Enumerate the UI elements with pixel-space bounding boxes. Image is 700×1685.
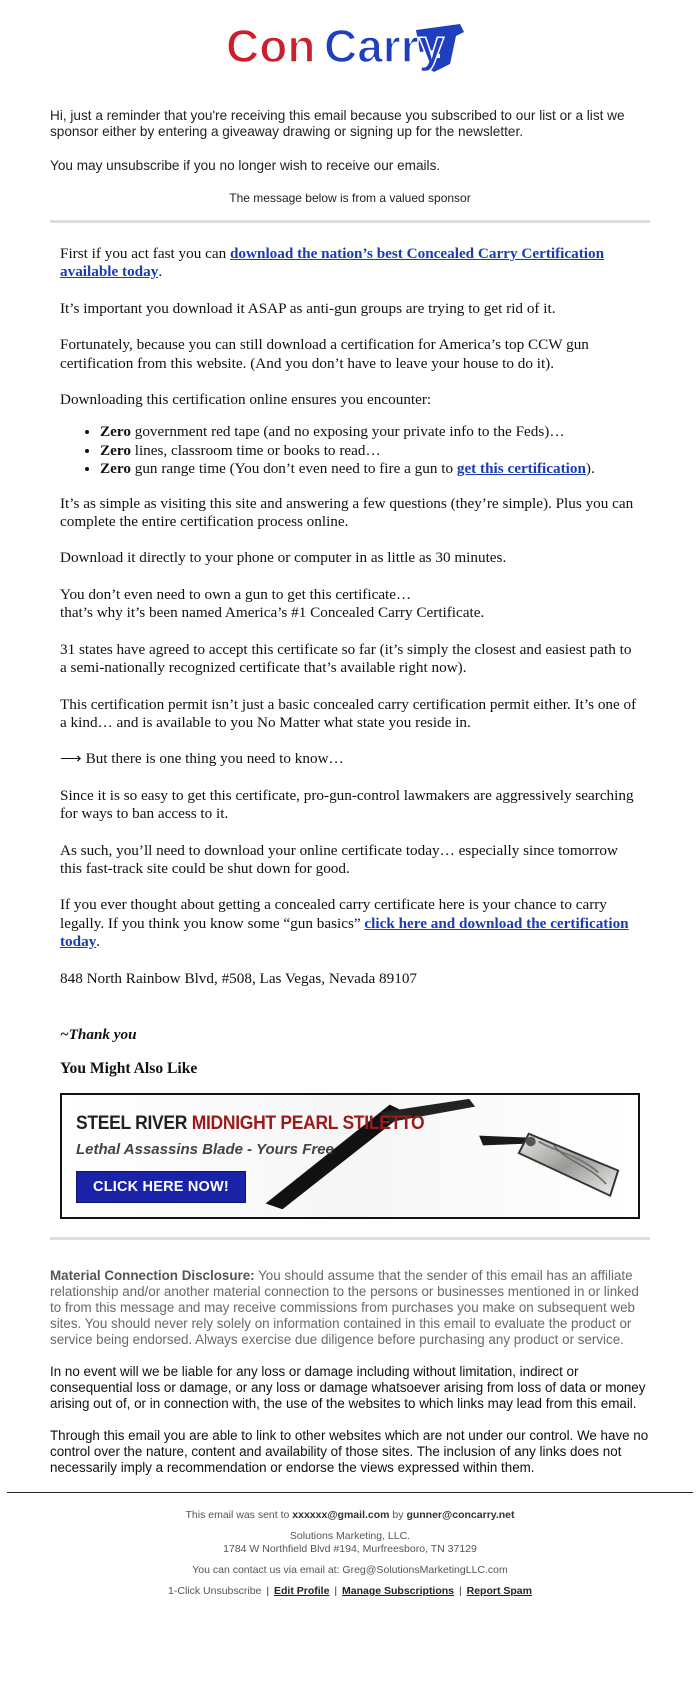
- unsubscribe-link[interactable]: 1-Click Unsubscribe: [168, 1584, 262, 1597]
- external-links-paragraph: Through this email you are able to link to other websites which are not under our control. We have no control over the nature, content and availability of those sites. The inclusion of any links does not necessarily imply a recommendation or endorse the views expressed within them.: [50, 1427, 649, 1475]
- list-item-bold: Zero: [100, 460, 131, 478]
- edit-profile-link[interactable]: Edit Profile: [273, 1584, 330, 1597]
- disclosure-text: You should assume that the sender of this email has an affiliate relationship and/or another material connection to the persons or businesses mentioned in or linked to from this message and may receive commissions from purchases you make on subsequent web sites. You should never rely solely on information contained in this email to evaluate the product or service being endorsed. Always exercise due diligence before purchasing any product or service.: [50, 1267, 639, 1347]
- logo-text-con: Con: [226, 20, 316, 72]
- list-item: [100, 460, 640, 478]
- article-text: You don’t even need to own a gun to get this certificate…: [60, 585, 412, 603]
- article-paragraph: As such, you’ll need to download your online certificate today… especially since tomorrow this fast-track site could be shut down for good.: [60, 841, 618, 877]
- benefits-list: [60, 423, 640, 478]
- sponsor-address: 848 North Rainbow Blvd, #508, Las Vegas, Nevada 89107: [60, 969, 418, 987]
- article-text: .: [158, 263, 163, 281]
- article-paragraph: Fortunately, because you can still download a certification for America’s top CCW gun certification from this website. (And you don’t have to leave your house to do it).: [60, 336, 589, 372]
- liability-paragraph: In no event will we be liable for any loss or damage including without limitation, indirect or consequential loss or damage, or any loss or damage whatsoever arising from loss of data or money arising out of, or in connection with, the use of the websites to which links may lead from this email.: [50, 1363, 646, 1411]
- separator: |: [334, 1584, 338, 1597]
- manage-subscriptions-link[interactable]: Manage Subscriptions: [342, 1584, 455, 1597]
- intro-paragraph-1: Hi, just a reminder that you're receiving this email because you subscribed to our list or a list we sponsor either by entering a giveaway drawing or signing up for the newsletter.: [50, 108, 625, 139]
- thanks-signoff: ~Thank you: [60, 1025, 137, 1043]
- click-here-now-button[interactable]: CLICK HERE NOW!: [76, 1171, 246, 1203]
- article-paragraph: [60, 245, 640, 282]
- sponsor-article: [60, 223, 640, 1079]
- footer-text: This email was sent to: [185, 1508, 293, 1521]
- knife-ad-banner[interactable]: [60, 1093, 640, 1219]
- list-item-text: lines, classroom time or books to read…: [130, 441, 381, 459]
- footer-text: by: [389, 1508, 407, 1521]
- article-paragraph: [60, 896, 640, 951]
- article-paragraph: [60, 586, 640, 623]
- ad-title-product: MIDNIGHT PEARL STILETTO: [187, 1110, 425, 1134]
- material-disclosure: [50, 1268, 650, 1348]
- separator: |: [266, 1584, 270, 1597]
- email-footer: [0, 1493, 700, 1598]
- article-text: that’s why it’s been named America’s #1 Concealed Carry Certificate.: [60, 604, 485, 622]
- company-address: 1784 W Northfield Blvd #194, Murfreesboro, TN 37129: [223, 1542, 477, 1555]
- email-body: [0, 10, 700, 1598]
- separator: |: [458, 1584, 462, 1597]
- ad-title-brand: STEEL RIVER: [76, 1110, 188, 1134]
- sender-email: gunner@concarry.net: [406, 1508, 515, 1521]
- article-paragraph: It’s important you download it ASAP as anti-gun groups are trying to get rid of it.: [60, 299, 556, 317]
- download-certification-today-link[interactable]: click here and download the certification today: [60, 914, 629, 951]
- company-block: [0, 1530, 700, 1556]
- sponsor-note: The message below is from a valued sponsor: [229, 191, 471, 205]
- article-text: .: [96, 933, 101, 951]
- download-certification-link[interactable]: download the nation’s best Concealed Carry Certification available today: [60, 245, 605, 281]
- intro-section: [50, 108, 650, 206]
- list-item-bold: Zero: [100, 423, 131, 441]
- article-paragraph: It’s as simple as visiting this site and answering a few questions (they’re simple). Plus you can complete the entire certification process online.: [60, 494, 634, 531]
- article-paragraph: Downloading this certification online ensures you encounter:: [60, 391, 432, 409]
- article-paragraph: ⟶ But there is one thing you need to know…: [60, 750, 344, 768]
- report-spam-link[interactable]: Report Spam: [466, 1584, 532, 1597]
- ad-title: [76, 1111, 424, 1135]
- article-paragraph: 31 states have agreed to accept this certificate so far (it’s simply the closest and easiest path to a semi-nationally recognized certificate that’s available right now).: [60, 640, 632, 677]
- list-item-text: ).: [585, 460, 595, 478]
- concarry-logo[interactable]: [220, 10, 480, 90]
- sent-to-line: [0, 1509, 700, 1522]
- ad-subtitle: Lethal Assassins Blade - Yours Free: [76, 1140, 334, 1158]
- article-paragraph: Since it is so easy to get this certificate, pro-gun-control lawmakers are aggressively searching for ways to ban access to it.: [60, 786, 634, 823]
- logo-text-carry: Carry: [324, 20, 445, 72]
- disclosure-label: Material Connection Disclosure:: [50, 1267, 255, 1283]
- article-text: If you ever thought about getting a concealed carry certificate here is your chance to carry legally. If you think you know some “gun basics”: [60, 896, 607, 932]
- get-certification-link[interactable]: get this certification: [456, 460, 586, 478]
- list-item-text: gun range time (You don’t even need to fire a gun to: [130, 460, 457, 478]
- intro-paragraph-2: You may unsubscribe if you no longer wish to receive our emails.: [50, 158, 441, 173]
- article-text: First if you act fast you can: [60, 245, 230, 262]
- legal-section: [50, 1240, 650, 1476]
- list-item: [100, 423, 640, 441]
- list-item-text: government red tape (and no exposing your private info to the Feds)…: [130, 423, 565, 441]
- article-paragraph: Download it directly to your phone or computer in as little as 30 minutes.: [60, 549, 507, 567]
- article-paragraph: This certification permit isn’t just a basic concealed carry certification permit either. It’s one of a kind… and is available to you No Matter what state you reside in.: [60, 695, 637, 731]
- company-name: Solutions Marketing, LLC.: [289, 1529, 411, 1542]
- footer-links: [0, 1585, 700, 1598]
- recipient-email: xxxxxx@gmail.com: [292, 1508, 390, 1521]
- list-item: [100, 442, 640, 460]
- contact-line: You can contact us via email at: Greg@SolutionsMarketingLLC.com: [192, 1563, 508, 1576]
- list-item-bold: Zero: [100, 441, 131, 459]
- also-like-heading: You Might Also Like: [60, 1060, 198, 1078]
